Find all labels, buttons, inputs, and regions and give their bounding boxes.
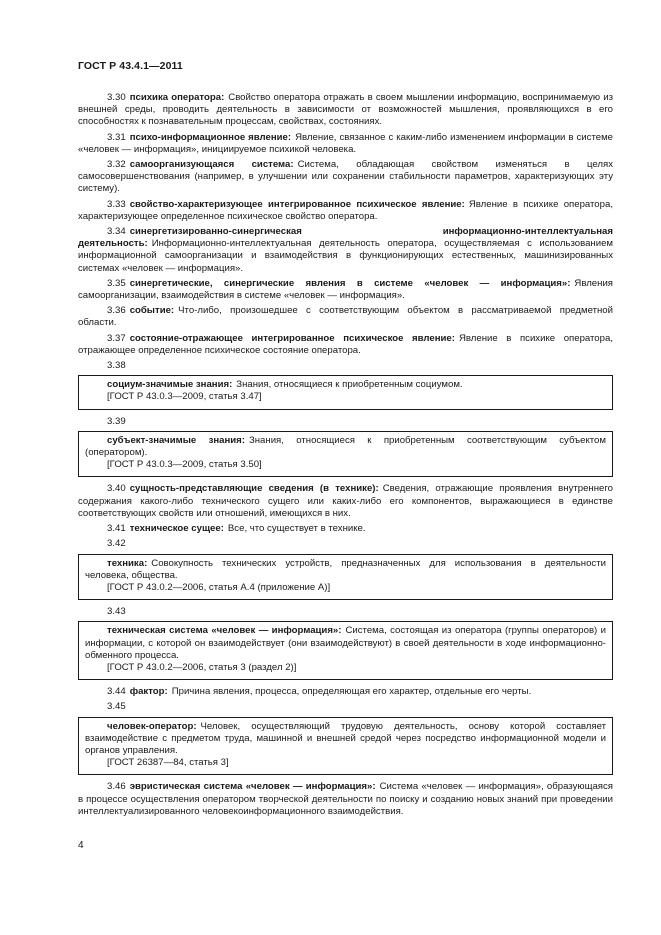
source-reference: [ГОСТ Р 43.0.3—2009, статья 3.50] bbox=[107, 459, 262, 471]
quoted-definition-box bbox=[78, 431, 613, 478]
entry-term: социум-значимые знания: bbox=[107, 379, 233, 391]
entry-number: 3.45 bbox=[107, 701, 126, 713]
source-reference: [ГОСТ Р 43.0.2—2006, статья А.4 (приложение А)] bbox=[107, 581, 331, 593]
quoted-definition-box bbox=[78, 554, 613, 601]
entry-term: субъект-значимые знания: bbox=[107, 434, 245, 446]
entry-3-41 bbox=[78, 523, 613, 535]
entry-3-46 bbox=[78, 781, 613, 818]
entry-number: 3.41 bbox=[107, 523, 126, 535]
entry-term: техническая система «человек — информация»: bbox=[107, 625, 342, 637]
entry-3-44 bbox=[78, 686, 613, 698]
entry-definition: Человек, осуществляющий трудовую деятельность, основу которой составляет взаимодействие с предметом труда, машинной и внешней средой через посредство информационной модели и органов управления. bbox=[85, 720, 606, 756]
entry-term: синергетические, синергические явления в системе «человек — информация»: bbox=[129, 277, 571, 289]
entry-3-30 bbox=[78, 92, 613, 129]
entry-number: 3.33 bbox=[107, 198, 126, 210]
entry-3-40 bbox=[78, 483, 613, 520]
entry-term: техника: bbox=[107, 557, 148, 569]
entry-definition: Явления самоорганизации, взаимодействия в системе «человек — информация». bbox=[78, 277, 613, 302]
entry-term: событие: bbox=[129, 305, 175, 317]
entry-number: 3.43 bbox=[107, 606, 126, 618]
entry-number: 3.34 bbox=[107, 226, 126, 238]
entry-term: синергетизированно-синергическая информационно-интеллектуальная деятельность: bbox=[78, 226, 613, 250]
quoted-definition-box bbox=[78, 375, 613, 409]
entry-number: 3.32 bbox=[107, 159, 126, 171]
entry-term: самоорганизующаяся система: bbox=[129, 159, 294, 171]
entry-number: 3.46 bbox=[107, 781, 126, 793]
entry-number: 3.39 bbox=[107, 415, 126, 427]
quoted-definition-box bbox=[78, 717, 613, 776]
entry-term: человек-оператор: bbox=[107, 720, 197, 732]
entry-definition: Знания, относящиеся к приобретенным соответствующим субъектом (оператором). bbox=[85, 434, 606, 459]
entry-term: свойство-характеризующее интегрированное психическое явление: bbox=[129, 198, 465, 210]
document-header: ГОСТ Р 43.4.1—2011 bbox=[78, 60, 183, 72]
entry-number: 3.30 bbox=[107, 92, 126, 103]
entry-term: техническое сущее: bbox=[129, 523, 224, 535]
entry-definition: Причина явления, процесса, определяющая его характер, отдельные его черты. bbox=[171, 686, 532, 698]
definitions-list bbox=[78, 92, 613, 821]
entry-definition: Система, состоящая из оператора (группы операторов) и информации, с которой он взаимодействует (они взаимодействуют) в своей деятельности в ходе информационно-обменного процесса. bbox=[85, 625, 606, 661]
entry-term: сущность-представляющие сведения (в технике): bbox=[129, 483, 379, 495]
entry-number: 3.40 bbox=[107, 483, 126, 495]
entry-3-33 bbox=[78, 199, 613, 223]
entry-number: 3.44 bbox=[107, 686, 126, 698]
entry-definition: Явление в психике оператора, характеризующее определенное психическое свойство оператора. bbox=[78, 198, 613, 222]
entry-3-37 bbox=[78, 333, 613, 357]
entry-term: психика оператора: bbox=[129, 92, 225, 103]
entry-definition: Система «человек — информация», образующаяся в процессе осуществления оператором творческой деятельности по поиску и созданию новых знаний при проведении интеллектуализированного человекоинформационного взаимодействия. bbox=[78, 781, 613, 817]
entry-term: психо-информационное явление: bbox=[129, 131, 292, 143]
entry-number: 3.37 bbox=[107, 332, 126, 344]
entry-3-36 bbox=[78, 305, 613, 329]
entry-definition: Знания, относящиеся к приобретенным социумом. bbox=[236, 379, 463, 391]
entry-definition: Сведения, отражающие проявления внутреннего содержания какого-либо технического сущего или каких-либо его компонентов, выражающиеся в единстве соответствующих свойств или отношений, имеющихся в них. bbox=[78, 483, 613, 519]
entry-definition: Явление в психике оператора, отражающее определенное психическое состояние оператора. bbox=[78, 332, 613, 356]
entry-number: 3.38 bbox=[107, 360, 126, 372]
entry-definition: Явление, связанное с каким-либо изменением информации в системе «человек — информация», инициируемое психикой человека. bbox=[78, 131, 614, 155]
entry-definition: Все, что существует в технике. bbox=[227, 523, 366, 535]
entry-definition: Информационно-интеллектуальная деятельность оператора, осуществляемая с использованием информационной самоорганизации и взаимодействия в функционирующих естественных, машинизированных системах «человек — информация». bbox=[78, 238, 613, 274]
entry-definition: Система, обладающая свойством изменяться в целях самосовершенствования (например, в улучшении или сохранении стабильности параметров, характеризующих эту систему). bbox=[78, 159, 613, 195]
source-reference: [ГОСТ Р 43.0.3—2009, статья 3.47] bbox=[107, 391, 262, 403]
entry-number: 3.36 bbox=[107, 305, 126, 317]
entry-term: фактор: bbox=[129, 686, 168, 698]
entry-term: состояние-отражающее интегрированное психическое явление: bbox=[129, 332, 455, 344]
entry-definition: Совокупность технических устройств, предназначенных для использования в деятельности человека, общества. bbox=[85, 557, 606, 581]
entry-term: эвристическая система «человек — информация»: bbox=[129, 781, 376, 793]
entry-3-34 bbox=[78, 226, 613, 275]
entry-number: 3.35 bbox=[107, 277, 126, 289]
page-number: 4 bbox=[78, 840, 84, 851]
source-reference: [ГОСТ 26387—84, статья 3] bbox=[107, 757, 229, 769]
entry-number: 3.31 bbox=[107, 131, 126, 143]
quoted-definition-box bbox=[78, 621, 613, 680]
entry-number: 3.42 bbox=[107, 538, 126, 550]
entry-definition: Что-либо, произошедшее с соответствующим объектом в рассматриваемой предметной области. bbox=[78, 305, 613, 329]
entry-3-31 bbox=[78, 132, 613, 156]
entry-3-35 bbox=[78, 278, 613, 302]
entry-definition: Свойство оператора отражать в своем мышлении информацию, воспринимаемую из внешней среды, проводить деятельность в зависимости от возможностей мышления, проявляющихся в его способностях к познавательным процессам, свойствах, состояниях. bbox=[78, 92, 613, 128]
entry-3-32 bbox=[78, 159, 613, 196]
source-reference: [ГОСТ Р 43.0.2—2006, статья 3 (раздел 2)] bbox=[107, 661, 297, 673]
